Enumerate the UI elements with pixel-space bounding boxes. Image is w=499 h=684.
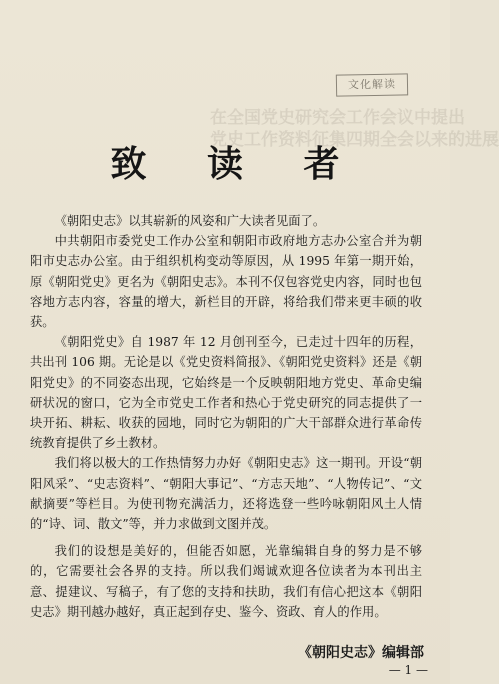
page-number: — 1 — — [388, 663, 428, 677]
paragraph-4: 我们将以极大的工作热情努力办好《朝阳史志》这一期刊。开设“朝阳风采”、“史志资料”、“朝阳大事记”、“方志天地”、“人物传记”、“文献摘要”等栏目。为使刊物充满活力，还将选登一些吟咏朝阳风土人情的“诗、词、散文”等，并力求做到文图并茂。 — [30, 456, 422, 532]
paragraph-3: 《朝阳党史》自 1987 年 12 月创刊至今，已走过十四年的历程，共出刊 106 期。无论是以《党史资料简报》、《朝阳党史资料》还是《朝阳党史》的不同姿态出现，它始终是一个反映朝阳地方党史、革命史编研状况的窗口，它为全市党史工作者和热心于党史研究的同志提供了一块开拓、耕耘、收获的园地，同时它为朝阳的广大干部群众进行革命传统教育提供了乡土教材。 — [30, 335, 422, 451]
paragraph-2: 中共朝阳市委党史工作办公室和朝阳市政府地方志办公室合并为朝阳市史志办公室。由于组织机构变动等原因，从 1995 年第一期开始，原《朝阳党史》更名为《朝阳史志》。本刊不仅包容党史内容，同时也包容地方志内容，容量的增大，新栏目的开辟，将给我们带来更丰硕的收获。 — [30, 234, 422, 330]
letter-body — [30, 211, 422, 622]
signature: 《朝阳史志》编辑部 — [298, 645, 424, 661]
bleed-through-text: 党史工作资料征集四期全会以来的进展 — [210, 130, 499, 150]
paragraph-1: 《朝阳史志》以其崭新的风姿和广大读者见面了。 — [54, 214, 326, 228]
paragraph-5: 我们的设想是美好的，但能否如愿，光靠编辑自身的努力是不够的，它需要社会各界的支持。所以我们竭诚欢迎各位读者为本刊出主意、提建议、写稿子，有了您的支持和扶助，我们有信心把这本《朝阳史志》期刊越办越好，真正起到存史、鉴今、资政、育人的作用。 — [30, 544, 422, 619]
bleed-through-text: 在全国党史研究会工作会议中提出 — [210, 108, 465, 128]
column-stamp: 文化解读 — [336, 73, 408, 96]
page-title: 致 读 者 — [110, 144, 364, 185]
